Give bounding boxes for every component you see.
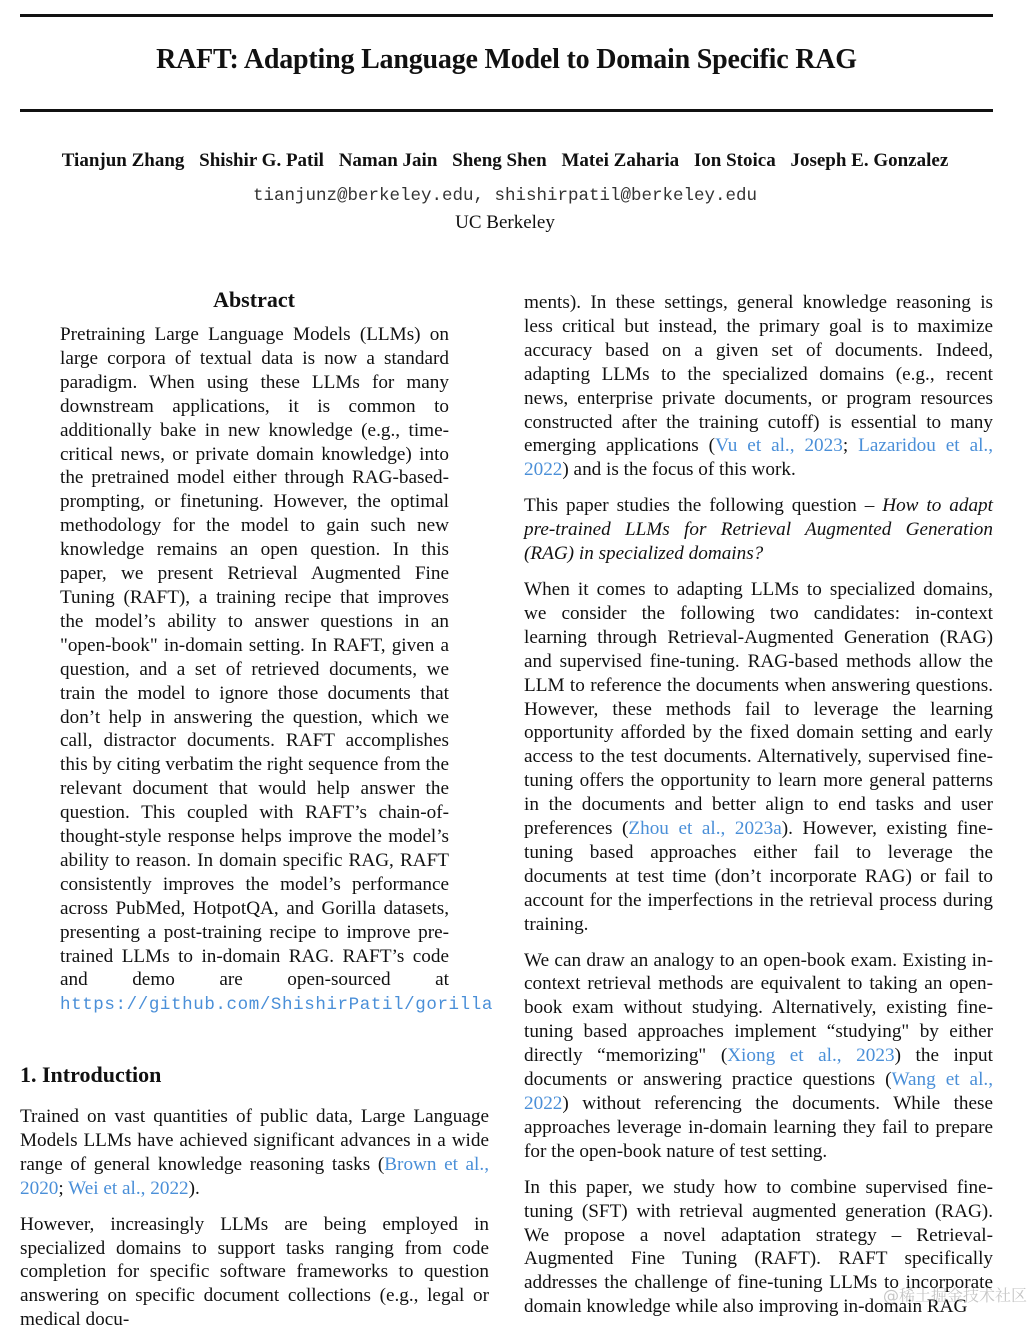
author: Sheng Shen — [452, 150, 547, 171]
watermark: @稀土掘金技术社区 — [882, 1286, 1027, 1305]
citation-link[interactable]: Brown et al., 2020 — [20, 1153, 489, 1199]
citation-link[interactable]: Wei et al., 2022 — [68, 1177, 189, 1199]
intro-left-column — [20, 1105, 489, 1332]
author: Ion Stoica — [693, 150, 776, 171]
paragraph — [524, 578, 993, 937]
abstract-text: Pretraining Large Language Models (LLMs) on large corpora of textual data is now a standard paradigm. When using these LLMs for many downstream applications, it is common to additionally bake in new knowledge (e.g., time-critical news, or private domain knowledge) into the pretrained model either through RAG-based-prompting, or finetuning. However, the optimal methodology for the model to gain such new knowledge remains an open question. In this paper, we present Retrieval Augmented Fine Tuning (RAFT), a training recipe that improves the model’s ability to answer questions in an "open-book" in-domain setting. In RAFT, given a question, and a set of retrieved documents, we train the model to ignore those documents that don’t help in answering the question, which we call, distractor documents. RAFT accomplishes this by citing verbatim the right sequence from the relevant document that would help answer the question. This coupled with RAFT’s chain-of-thought-style response helps improve the model’s ability to reason. In domain specific RAG, RAFT consistently improves the model’s performance across PubMed, HotpotQA, and Gorilla datasets, presenting a post-training recipe to improve pre-trained LLMs to in-domain RAG. RAFT’s code and demo are open-sourced at — [60, 324, 449, 991]
citation-link[interactable]: Wang et al., 2022 — [524, 1069, 993, 1114]
paragraph-text: This paper studies the following question – — [524, 495, 883, 517]
section-heading-introduction: 1. Introduction — [20, 1062, 162, 1087]
citation-separator: ; — [842, 435, 859, 457]
code-link[interactable]: https://github.com/ShishirPatil/gorilla — [60, 995, 493, 1016]
paragraph-text: ) and is the focus of this work. — [562, 459, 796, 481]
paragraph-text: When it comes to adapting LLMs to specialized domains, we consider the following two candidates: in-context learning through Retrieval-Augmented Generation (RAG) and supervised fine-tuning. RAG-based methods allow the LLM to reference the documents when answering questions. However, these methods fail to leverage the learning opportunity afforded by the fixed domain setting and early access to the test documents. Alternatively, supervised fine-tuning offers the opportunity to learn more general patterns in the documents and better align to end tasks and user preferences ( — [524, 578, 993, 840]
author: Tianjun Zhang — [61, 150, 185, 171]
paragraph — [524, 291, 993, 482]
paragraph-text: We can draw an analogy to an open-book exam. Existing in-context retrieval methods are equivalent to taking an open-book exam without studying. Alternatively, existing fine-tuning based approaches implement “studying" by either directly “memorizing" ( — [524, 949, 993, 1067]
author: Matei Zaharia — [561, 150, 680, 171]
author-list — [0, 150, 1010, 172]
right-column — [524, 291, 993, 1319]
research-question: How to adapt pre-trained LLMs for Retrieval Augmented Generation (RAG) in specialized domains? — [524, 495, 993, 565]
paragraph-text: ) the input documents or answering practice questions ( — [524, 1045, 993, 1091]
paper-title: RAFT: Adapting Language Model to Domain Specific RAG — [156, 44, 857, 75]
paragraph: In this paper, we study how to combine supervised fine-tuning (SFT) with retrieval augmented generation (RAG). We propose a novel adaptation strategy – Retrieval-Augmented Fine Tuning (RAFT). RAFT specifically addresses the challenge of fine-tuning LLMs to incorporate domain knowledge while also improving in-domain RAG — [524, 1176, 993, 1318]
title-top-rule — [20, 14, 993, 17]
author-emails: tianjunz@berkeley.edu, shishirpatil@berkeley.edu — [252, 186, 758, 206]
citation-link[interactable]: Zhou et al., 2023a — [628, 818, 782, 840]
paragraph: However, increasingly LLMs are being employed in specialized domains to support tasks ranging from code completion for specific software frameworks to question answering on specific document collections (e.g., legal or medical docu- — [20, 1213, 489, 1331]
paragraph — [524, 949, 993, 1164]
abstract-heading: Abstract — [213, 287, 295, 312]
author: Joseph E. Gonzalez — [790, 150, 949, 171]
paragraph-text: ). However, existing fine-tuning based approaches either fail to leverage the documents at test time (don’t incorporate RAG) or fail to account for the imperfections in the retrieval process during training. — [524, 818, 994, 935]
citation-link[interactable]: Vu et al., 2023 — [715, 435, 843, 457]
author: Naman Jain — [338, 150, 438, 171]
author: Shishir G. Patil — [199, 150, 324, 171]
title-bottom-rule — [20, 109, 993, 112]
abstract-body — [60, 323, 493, 1018]
paragraph-text: ) without referencing the documents. While these approaches leverage in-domain learning they fail to prepare for the open-book nature of test setting. — [524, 1093, 993, 1162]
paragraph-text: ments). In these settings, general knowledge reasoning is less critical but instead, the primary goal is to maximize accuracy based on a given set of documents. Indeed, adapting LLMs to the specialized domains (e.g., recent news, enterprise private documents, or program resources constructed after the training cutoff) is essential to many emerging applications ( — [524, 292, 993, 457]
paragraph-text: Trained on vast quantities of public data, Large Language Models LLMs have achieved significant advances in a wide range of general knowledge reasoning tasks ( — [20, 1106, 489, 1175]
citation-link[interactable]: Xiong et al., 2023 — [727, 1045, 895, 1067]
paragraph — [20, 1105, 489, 1201]
affiliation: UC Berkeley — [455, 212, 555, 233]
paragraph-text: ). — [188, 1177, 200, 1199]
paragraph — [524, 494, 993, 566]
citation-link[interactable]: Lazaridou et al., 2022 — [524, 435, 994, 481]
citation-separator: ; — [58, 1177, 69, 1199]
